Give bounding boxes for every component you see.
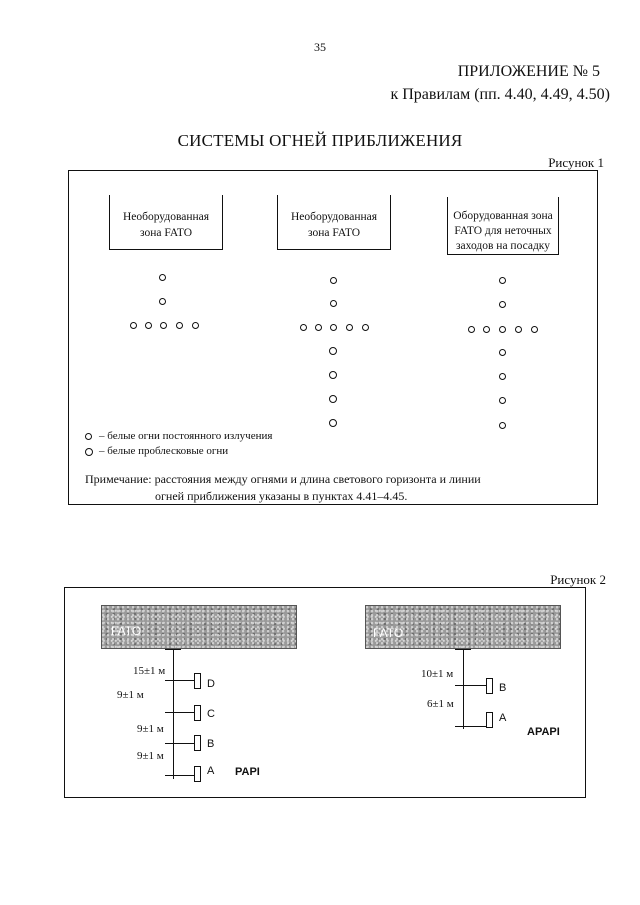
papi-system-name: PAPI <box>235 766 260 778</box>
papi-distance-1: 15±1 м <box>133 665 166 677</box>
figure-1-note-line1: Примечание: расстояния между огнями и длина светового горизонта и линии <box>85 472 481 486</box>
document-title: СИСТЕМЫ ОГНЕЙ ПРИБЛИЖЕНИЯ <box>177 131 463 150</box>
steady-light <box>346 324 353 331</box>
legend-flashing-symbol <box>85 448 93 456</box>
steady-light <box>499 349 506 356</box>
figure-2-frame <box>64 587 586 798</box>
steady-light <box>192 322 199 329</box>
steady-light <box>515 326 522 333</box>
steady-light <box>499 397 506 404</box>
papi-distance-3: 9±1 м <box>137 723 164 735</box>
apapi-axis-line <box>463 649 464 729</box>
papi-lamp-b <box>194 735 201 751</box>
steady-light <box>330 300 337 307</box>
papi-lamp-a <box>194 766 201 782</box>
steady-light <box>499 277 506 284</box>
steady-light <box>362 324 369 331</box>
papi-distance-4: 9±1 м <box>137 750 164 762</box>
papi-lamp-d <box>194 673 201 689</box>
papi-lamp-label-b: B <box>207 738 215 750</box>
zone-3-line3: заходов на посадку <box>456 240 550 252</box>
steady-light <box>499 422 506 429</box>
apapi-lamp-label-b: B <box>499 682 507 694</box>
steady-light <box>130 322 137 329</box>
papi-distance-2: 9±1 м <box>117 689 144 701</box>
papi-axis-line <box>173 649 174 779</box>
steady-light <box>330 324 337 331</box>
zone-box-3 <box>447 197 559 255</box>
zone-box-2 <box>277 195 391 250</box>
apapi-lamp-b <box>486 678 493 694</box>
figure-1-frame <box>68 170 598 505</box>
steady-light <box>531 326 538 333</box>
papi-lamp-c <box>194 705 201 721</box>
steady-light <box>330 277 337 284</box>
legend-flashing-text: – белые проблесковые огни <box>99 445 229 457</box>
steady-light <box>499 373 506 380</box>
steady-light <box>159 274 166 281</box>
appendix-reference: к Правилам (пп. 4.40, 4.49, 4.50) <box>390 86 610 103</box>
apapi-distance-1: 10±1 м <box>421 668 454 680</box>
figure-1-label: Рисунок 1 <box>548 155 604 170</box>
zone-2-line1: Необорудованная <box>290 211 378 223</box>
page-number: 35 <box>314 40 326 54</box>
flashing-light <box>329 395 337 403</box>
papi-lamp-label-d: D <box>207 678 215 690</box>
steady-light <box>468 326 475 333</box>
figure-2-label: Рисунок 2 <box>550 572 606 587</box>
steady-light <box>499 301 506 308</box>
flashing-light <box>329 347 337 355</box>
apapi-tick <box>455 649 471 650</box>
steady-light <box>315 324 322 331</box>
legend-steady-text: – белые огни постоянного излучения <box>99 430 273 442</box>
apapi-lamp-label-a: A <box>499 712 507 724</box>
appendix-title: ПРИЛОЖЕНИЕ № 5 <box>457 63 600 80</box>
legend-steady-symbol <box>85 433 92 440</box>
flashing-light <box>329 419 337 427</box>
apapi-lamp-a <box>486 712 493 728</box>
papi-lamp-label-a: A <box>207 765 215 777</box>
steady-light <box>300 324 307 331</box>
steady-light <box>176 322 183 329</box>
steady-light <box>483 326 490 333</box>
steady-light <box>499 326 506 333</box>
zone-box-1 <box>109 195 223 250</box>
apapi-system-name: APAPI <box>527 726 560 738</box>
papi-tick <box>165 649 181 650</box>
steady-light <box>160 322 167 329</box>
papi-lamp-label-c: C <box>207 708 215 720</box>
zone-1-line1: Необорудованная <box>122 211 210 223</box>
steady-light <box>159 298 166 305</box>
figure-1-note-line2: огней приближения указаны в пунктах 4.41–4.45. <box>155 489 408 503</box>
zone-2-line2: зона FATO <box>307 227 361 239</box>
apapi-distance-2: 6±1 м <box>427 698 454 710</box>
zone-3-line1: Оборудованная зона <box>453 210 553 222</box>
papi-fato-label: FATO <box>111 624 142 638</box>
apapi-fato-label: FATO <box>373 626 404 640</box>
steady-light <box>145 322 152 329</box>
zone-1-line2: зона FATO <box>139 227 193 239</box>
flashing-light <box>329 371 337 379</box>
zone-3-line2: FATO для неточных <box>454 225 552 237</box>
